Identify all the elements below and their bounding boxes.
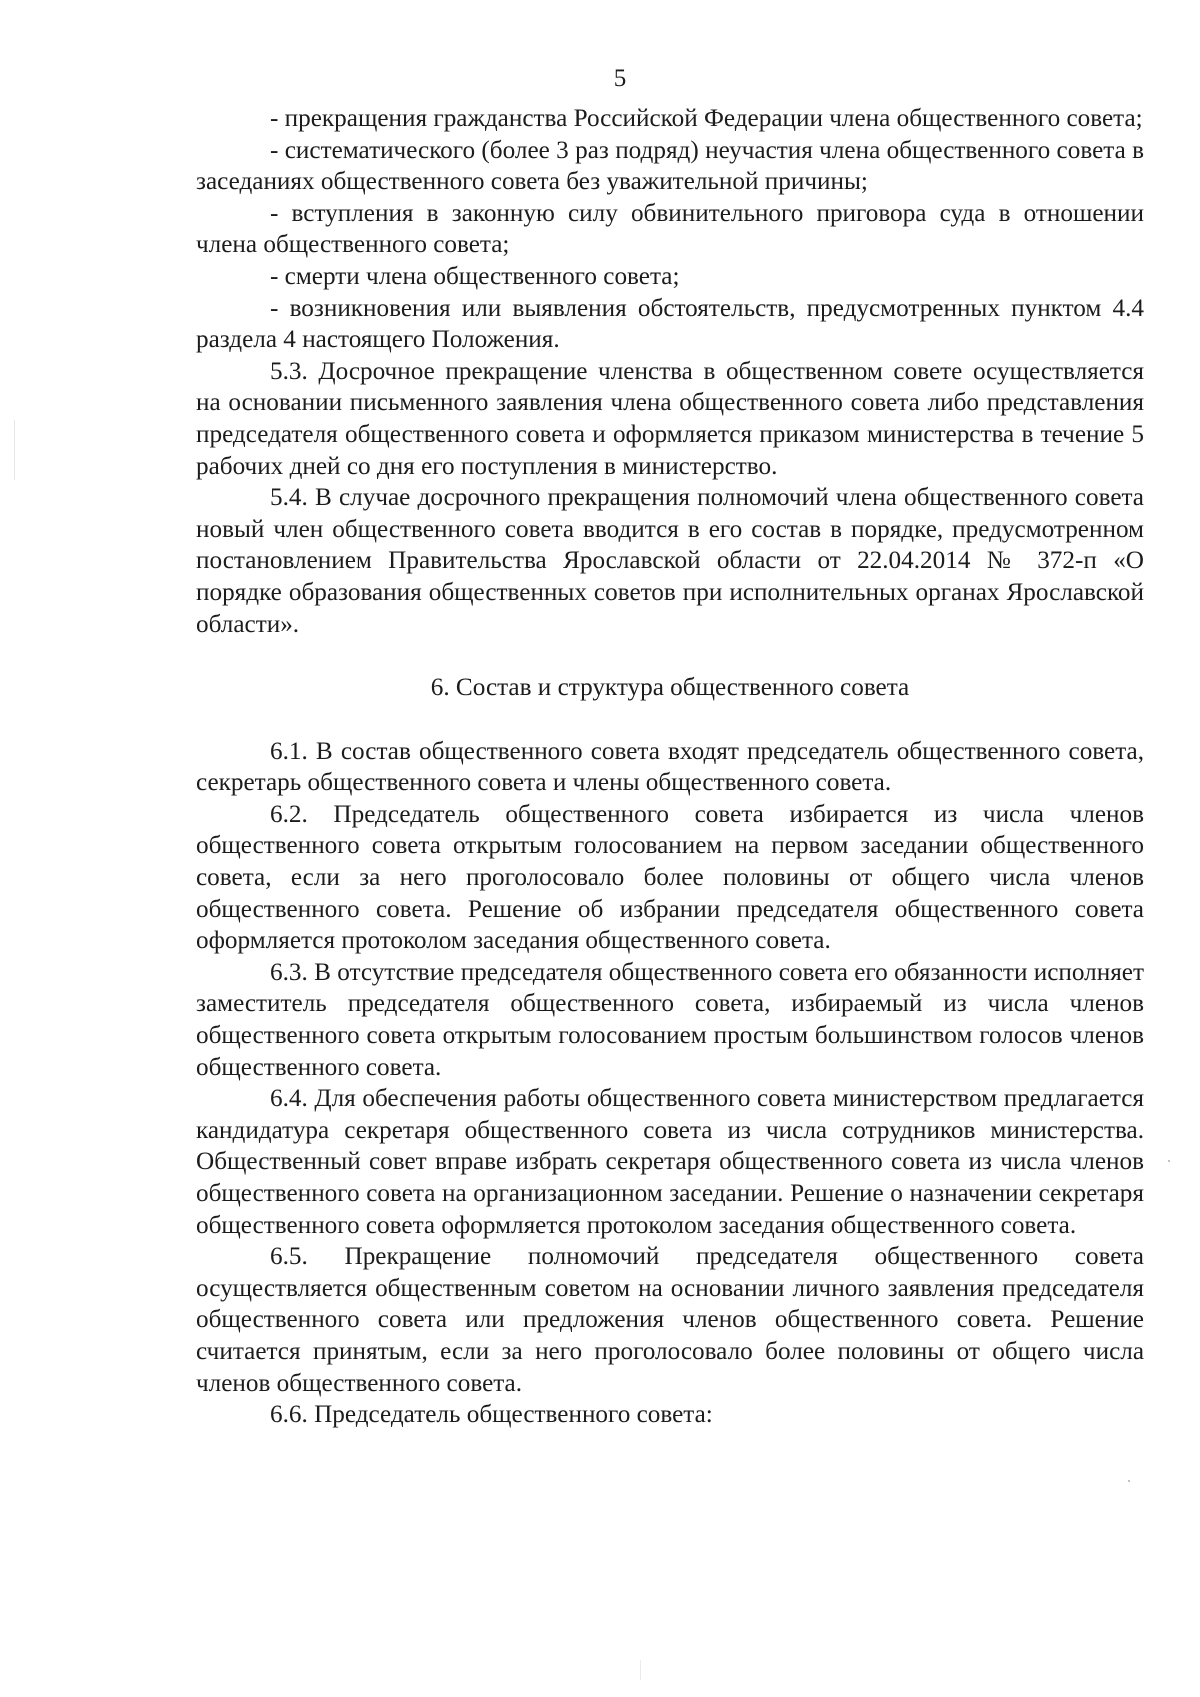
paragraph-5-4: 5.4. В случае досрочного прекращения полномочий члена общественного совета новый член общественного совета вводится в его состав в порядке, предусмотренном постановлением Правительства Ярославской области от 22.04.2014 № 372-п «О порядке образования общественных советов при исполнительных органах Ярославской области». (196, 484, 1144, 638)
page-number: 5 (613, 65, 627, 92)
paragraph-6-3: 6.3. В отсутствие председателя общественного совета его обязанности исполняет заместитель председателя общественного совета, избираемый из числа членов общественного совета открытым голосованием простым большинством голосов членов общественного совета. (196, 958, 1144, 1081)
paragraph-6-2: 6.2. Председатель общественного совета избирается из числа членов общественного совета открытым голосованием на первом заседании общественного совета, если за него проголосовало более половины от общего числа членов общественного совета. Решение об избрании председателя общественного совета оформляется протоколом заседания общественного совета. (196, 800, 1144, 955)
paragraph-6-1: 6.1. В состав общественного совета входят председатель общественного совета, секретарь общественного совета и члены общественного совета. (196, 737, 1144, 797)
paragraph-6-6: 6.6. Председатель общественного совета: (270, 1401, 713, 1429)
scan-speck (1128, 1480, 1130, 1482)
scan-speck (14, 420, 15, 480)
list-item-absence: - систематического (более 3 раз подряд) неучастия члена общественного совета в заседаниях общественного совета без уважительной причины; (196, 136, 1144, 196)
paragraph-6-5: 6.5. Прекращение полномочий председателя общественного совета осуществляется общественным советом на основании личного заявления председателя общественного совета или предложения членов общественного совета. Решение считается принятым, если за него проголосовало более половины от общего числа членов общественного совета. (196, 1243, 1144, 1397)
paragraph-5-3: 5.3. Досрочное прекращение членства в общественном совете осуществляется на основании письменного заявления члена общественного совета либо представления председателя общественного совета и оформляется приказом министерства в течение 5 рабочих дней со дня его поступления в министерство. (196, 357, 1144, 480)
list-item-citizenship: - прекращения гражданства Российской Федерации члена общественного совета; (270, 105, 1143, 132)
list-item-circumstances: - возникновения или выявления обстоятельств, предусмотренных пунктом 4.4 раздела 4 настоящего Положения. (196, 294, 1144, 354)
paragraph-6-4: 6.4. Для обеспечения работы общественного совета министерством предлагается кандидатура секретаря общественного совета из числа сотрудников министерства. Общественный совет вправе избрать секретаря общественного совета из числа членов общественного совета на организационном заседании. Решение о назначении секретаря общественного совета оформляется протоколом заседания общественного совета. (196, 1085, 1144, 1239)
section-heading: 6. Состав и структура общественного совета (430, 674, 910, 702)
scan-speck (1168, 1160, 1170, 1162)
document-body (196, 103, 1144, 1431)
scan-speck (640, 1660, 641, 1680)
list-item-conviction: - вступления в законную силу обвинительного приговора суда в отношении члена общественного совета; (196, 199, 1144, 259)
list-item-death: - смерти члена общественного совета; (270, 262, 680, 290)
